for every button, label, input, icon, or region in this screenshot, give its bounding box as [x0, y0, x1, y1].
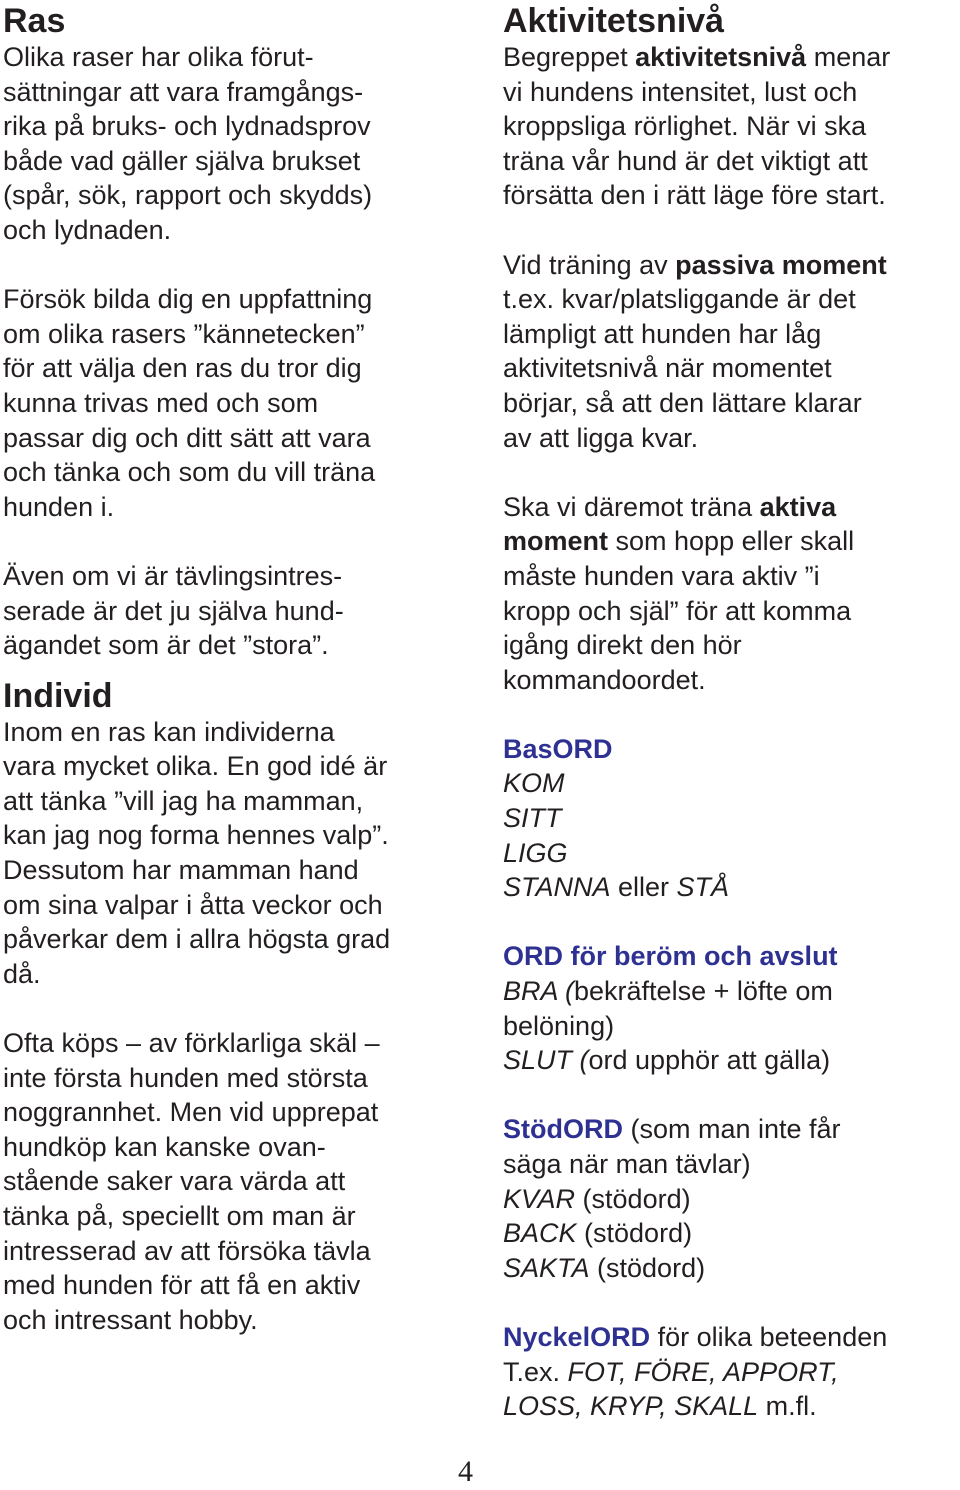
basord-block: [503, 732, 960, 905]
nyckelord-end: m.fl.: [758, 1391, 817, 1422]
nyckelord-heading: NyckelORD: [503, 1321, 651, 1352]
berom-slut-desc: ord upphör att gälla): [588, 1045, 831, 1076]
berom-block: [503, 939, 960, 1077]
berom-bra-desc: bekräftelse + löfte om belöning): [503, 976, 833, 1041]
basord-eller: eller: [610, 872, 677, 903]
akt-p1-bold: aktivitetsnivå: [635, 42, 807, 72]
akt-paragraph-3: [503, 490, 960, 698]
nyckelord-desc: för olika beteenden T.ex.: [503, 1321, 888, 1387]
akt-p3-bold: aktiva moment: [503, 491, 837, 557]
akt-p2-bold: passiva moment: [675, 249, 887, 280]
ras-paragraph-2: Försök bilda dig en uppfattning om olika rasers ”kännetecken” för att välja den ras du tror dig kunna trivas med och som passar dig och ditt sätt att vara och tänka och som du vill träna hunden i.: [3, 284, 376, 522]
individ-paragraph-2: Ofta köps – av förklarliga skäl – inte första hunden med största noggrannhet. Men vid upprepat hundköp kan kanske ovan- stående saker vara värda att tänka på, speciellt om man är intresserad av att försöka tävla med hunden för att få en aktiv och intressant hobby.: [3, 1028, 380, 1335]
stodord-back-suffix: (stödord): [576, 1218, 693, 1249]
stodord-heading: StödORD: [503, 1114, 623, 1145]
left-column: [3, 0, 473, 1337]
ras-paragraph-3: Även om vi är tävlingsintres- serade är det ju själva hund- ägandet som är det ”stora”.: [3, 560, 344, 661]
akt-p3-text-c: som hopp eller skall måste hunden vara aktiv ”i kropp och själ” för att komma igång direkt den hör kommandoordet.: [503, 526, 855, 695]
ras-paragraph-1: Olika raser har olika förut- sättningar att vara framgångs- rika på bruks- och lydnadsprov både vad gäller själva brukset (spår, sök, rapport och skydds) och lydnaden.: [3, 42, 373, 245]
stodord-kvar-suffix: (stödord): [575, 1183, 691, 1214]
stodord-sakta: SAKTA: [503, 1252, 590, 1283]
akt-paragraph-1: [503, 40, 960, 213]
akt-p2-text-a: Vid träning av: [503, 249, 676, 280]
stodord-back: BACK: [503, 1218, 577, 1249]
heading-individ: Individ: [3, 676, 113, 715]
right-column: [503, 0, 960, 1424]
akt-paragraph-2: [503, 248, 960, 456]
basord-heading: BasORD: [503, 733, 613, 764]
heading-ras: Ras: [3, 2, 66, 40]
basord-kom: KOM: [503, 768, 565, 799]
nyckelord-words: FOT, FÖRE, APPORT, LOSS, KRYP, SKALL: [503, 1356, 839, 1422]
akt-p3-text-a: Ska vi däremot träna: [503, 491, 760, 522]
page-number: 4: [458, 1455, 473, 1488]
basord-stanna: STANNA: [503, 872, 611, 903]
stodord-desc: (som man inte får säga när man tävlar): [503, 1114, 841, 1179]
akt-p1-text-a: Begreppet: [503, 42, 636, 72]
stodord-sakta-suffix: (stödord): [589, 1252, 706, 1283]
basord-sitt: SITT: [503, 803, 562, 834]
stodord-block: [503, 1112, 960, 1285]
berom-heading: ORD för beröm och avslut: [503, 941, 838, 972]
heading-aktivitetsniva: Aktivitetsnivå: [503, 2, 725, 40]
akt-p1-text-c: menar vi hundens intensitet, lust och kroppsliga rörlighet. När vi ska träna vår hund är det viktigt att försätta den i rätt läge före start.: [503, 42, 891, 211]
nyckelord-block: [503, 1320, 960, 1424]
stodord-kvar: KVAR: [503, 1183, 576, 1214]
akt-p2-text-c: t.ex. kvar/platsliggande är det lämpligt att hunden har låg aktivitetsnivå när momentet börjar, så att den lättare klarar av att ligga kvar.: [503, 284, 862, 453]
individ-paragraph-1: Inom en ras kan individerna vara mycket olika. En god idé är att tänka ”vill jag ha mamman, kan jag nog forma hennes valp”. Dessutom har mamman hand om sina valpar i åtta veckor och påverkar dem i allra högsta grad då.: [3, 716, 391, 989]
berom-bra: BRA (: [503, 976, 575, 1007]
basord-sta: STÅ: [676, 872, 730, 903]
basord-ligg: LIGG: [503, 837, 568, 868]
berom-slut: SLUT (: [503, 1045, 589, 1076]
